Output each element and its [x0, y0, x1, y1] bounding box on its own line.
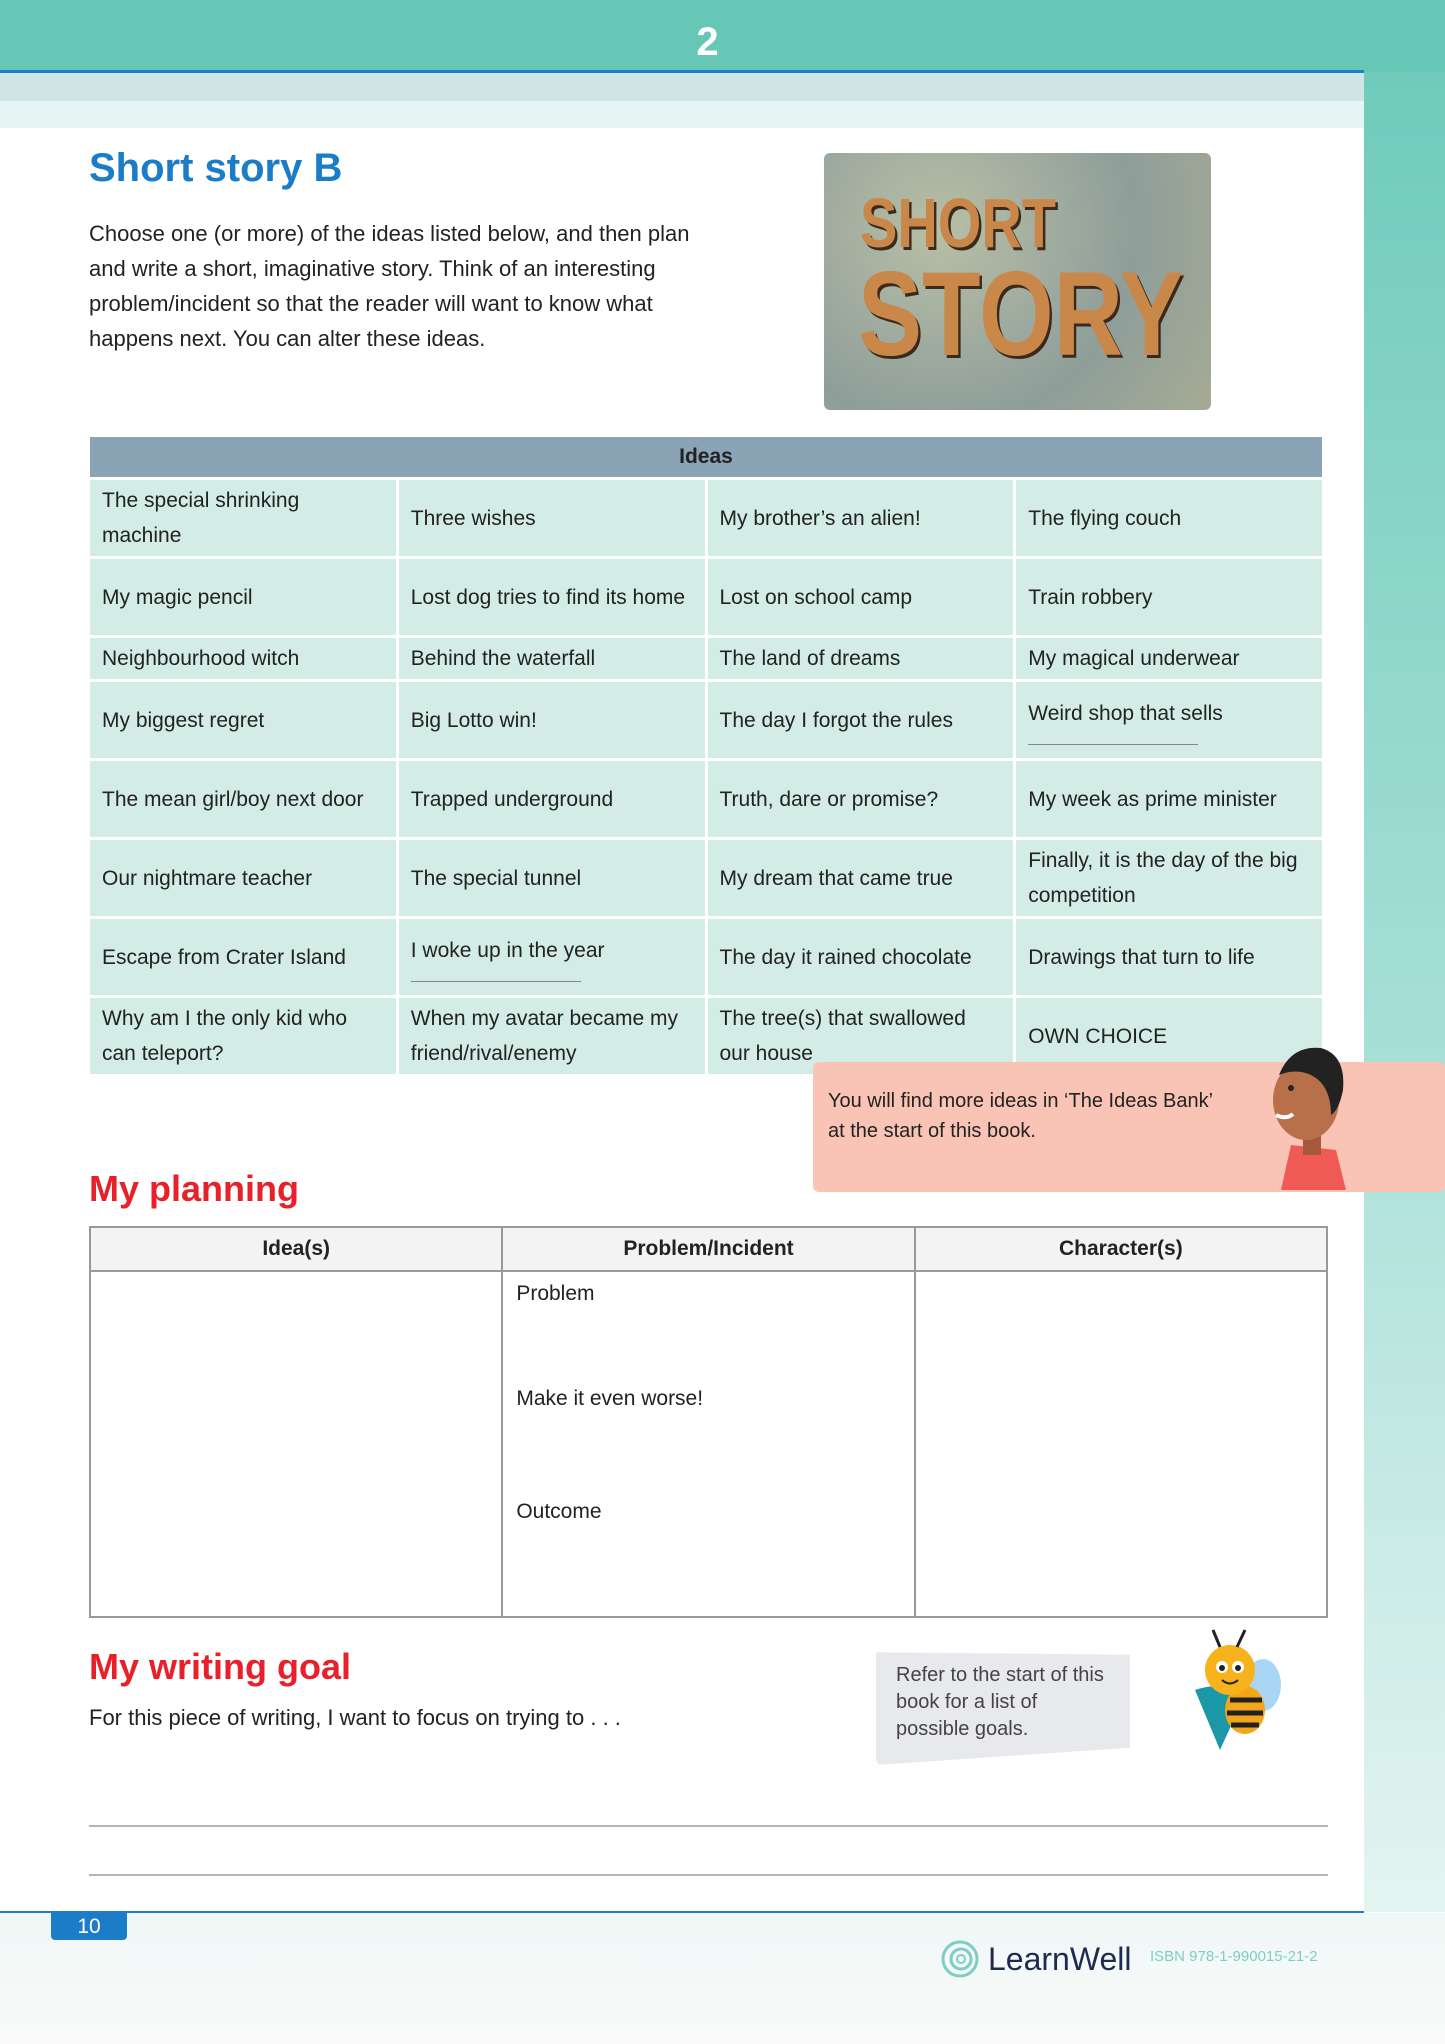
idea-text: Three wishes — [410, 506, 536, 530]
idea-text: Train robbery — [1028, 585, 1153, 609]
idea-text: Drawings that turn to life — [1028, 945, 1255, 969]
idea-text: Truth, dare or promise? — [719, 787, 939, 811]
learnwell-swirl-icon — [940, 1937, 980, 1981]
ideas-table — [87, 434, 1325, 1077]
idea-cell — [399, 761, 705, 837]
prompt-worse: Make it even worse! — [516, 1387, 704, 1410]
idea-cell — [90, 761, 396, 837]
idea-text: Why am I the only kid who can teleport? — [102, 1007, 348, 1065]
idea-text: My week as prime minister — [1028, 787, 1277, 811]
idea-cell — [90, 840, 396, 916]
idea-cell — [90, 480, 396, 556]
idea-cell — [708, 761, 1014, 837]
idea-text: Finally, it is the day of the big competition — [1028, 849, 1298, 907]
idea-cell — [1016, 761, 1322, 837]
fill-in-blank — [411, 968, 581, 982]
header-band-light — [0, 101, 1364, 128]
idea-text: The day it rained chocolate — [719, 945, 972, 969]
idea-cell — [1016, 480, 1322, 556]
column-problem: Problem/Incident — [502, 1227, 914, 1271]
bee-reading-icon — [1175, 1625, 1305, 1760]
idea-text: The special shrinking machine — [102, 489, 300, 547]
idea-text: The mean girl/boy next door — [102, 787, 364, 811]
idea-text: Big Lotto win! — [410, 708, 537, 732]
idea-cell — [90, 559, 396, 635]
callout-text: You will find more ideas in ‘The Ideas Bank’ at the start of this book. — [828, 1090, 1213, 1142]
idea-cell — [708, 840, 1014, 916]
ideas-row — [90, 682, 1322, 758]
column-characters: Character(s) — [915, 1227, 1327, 1271]
column-ideas: Idea(s) — [90, 1227, 502, 1271]
idea-cell — [399, 682, 705, 758]
writing-line[interactable] — [89, 1825, 1328, 1827]
idea-text: The tree(s) that swallowed our house — [719, 1007, 966, 1065]
page-title: Short story B — [89, 146, 343, 190]
idea-text: Escape from Crater Island — [102, 945, 346, 969]
footer-divider — [0, 1911, 1364, 1913]
ideas-row — [90, 919, 1322, 995]
idea-text: Our nightmare teacher — [102, 866, 313, 890]
idea-text: The special tunnel — [410, 866, 582, 890]
idea-cell — [90, 998, 396, 1074]
idea-text: Trapped underground — [410, 787, 614, 811]
ideas-row — [90, 480, 1322, 556]
characters-writing-area[interactable] — [915, 1271, 1327, 1617]
idea-cell — [90, 919, 396, 995]
boy-character-icon — [1251, 1040, 1351, 1190]
idea-cell — [1016, 682, 1322, 758]
planning-heading: My planning — [89, 1168, 299, 1209]
problem-writing-area[interactable] — [502, 1271, 914, 1617]
idea-text: Lost dog tries to find its home — [410, 585, 686, 609]
idea-text: Lost on school camp — [719, 585, 913, 609]
isbn: ISBN 978-1-990015-21-2 — [1150, 1948, 1318, 1965]
idea-text: The day I forgot the rules — [719, 708, 953, 732]
brand-name: LearnWell — [988, 1940, 1132, 1977]
idea-text: OWN CHOICE — [1028, 1024, 1168, 1048]
page-edge-strip — [1364, 72, 1445, 1912]
writing-goal-prompt: For this piece of writing, I want to focus on trying to . . . — [89, 1705, 621, 1730]
idea-cell — [708, 638, 1014, 679]
learnwell-logo — [940, 1937, 1131, 1981]
idea-cell — [1016, 919, 1322, 995]
chapter-number: 2 — [696, 20, 719, 64]
idea-cell — [1016, 638, 1322, 679]
idea-text: My dream that came true — [719, 866, 953, 890]
header-band — [0, 73, 1364, 101]
idea-text: My magical underwear — [1028, 647, 1240, 670]
idea-cell — [708, 559, 1014, 635]
writing-goal-heading: My writing goal — [89, 1646, 352, 1687]
short-story-image — [824, 153, 1211, 410]
idea-cell — [708, 919, 1014, 995]
idea-cell — [399, 998, 705, 1074]
ideas-row — [90, 559, 1322, 635]
idea-text: My biggest regret — [102, 708, 265, 732]
idea-cell — [708, 480, 1014, 556]
fill-in-blank — [1028, 731, 1198, 745]
idea-text: The flying couch — [1028, 506, 1182, 530]
idea-cell — [1016, 840, 1322, 916]
idea-text: Behind the waterfall — [410, 647, 596, 670]
idea-text: My magic pencil — [102, 585, 253, 609]
idea-cell — [90, 638, 396, 679]
ideas-writing-area[interactable] — [90, 1271, 502, 1617]
idea-text: I woke up in the year — [410, 938, 605, 962]
idea-text: Weird shop that sells — [1028, 701, 1223, 725]
ideas-row — [90, 638, 1322, 679]
page-footer — [0, 1913, 1445, 2044]
idea-cell — [399, 919, 705, 995]
idea-text: When my avatar became my friend/rival/enemy — [410, 1007, 679, 1065]
idea-cell — [399, 480, 705, 556]
photo-word-short: SHORT — [860, 184, 1056, 262]
idea-cell — [708, 682, 1014, 758]
goal-tip-bubble — [876, 1650, 1176, 1770]
idea-text: My brother’s an alien! — [719, 506, 921, 530]
prompt-problem: Problem — [516, 1282, 595, 1305]
idea-cell — [1016, 559, 1322, 635]
instructions-text: Choose one (or more) of the ideas listed below, and then plan and write a short, imaginative story. Think of an interesting problem/incident so that the reader will want to know what happens next. You can alter these ideas. — [89, 221, 690, 351]
idea-cell — [399, 840, 705, 916]
prompt-outcome: Outcome — [516, 1500, 602, 1523]
ideas-header: Ideas — [90, 437, 1322, 477]
ideas-row — [90, 840, 1322, 916]
ideas-row — [90, 761, 1322, 837]
planning-table — [89, 1226, 1328, 1618]
photo-word-story: STORY — [858, 247, 1184, 381]
idea-cell — [399, 638, 705, 679]
goal-tip-text: Refer to the start of this book for a list of possible goals. — [896, 1664, 1104, 1740]
idea-text: The land of dreams — [719, 647, 901, 670]
idea-text: Neighbourhood witch — [102, 647, 300, 670]
page-number: 10 — [51, 1913, 127, 1940]
writing-line[interactable] — [89, 1874, 1328, 1876]
idea-cell — [399, 559, 705, 635]
idea-cell — [90, 682, 396, 758]
ideas-bank-callout — [813, 1062, 1445, 1192]
